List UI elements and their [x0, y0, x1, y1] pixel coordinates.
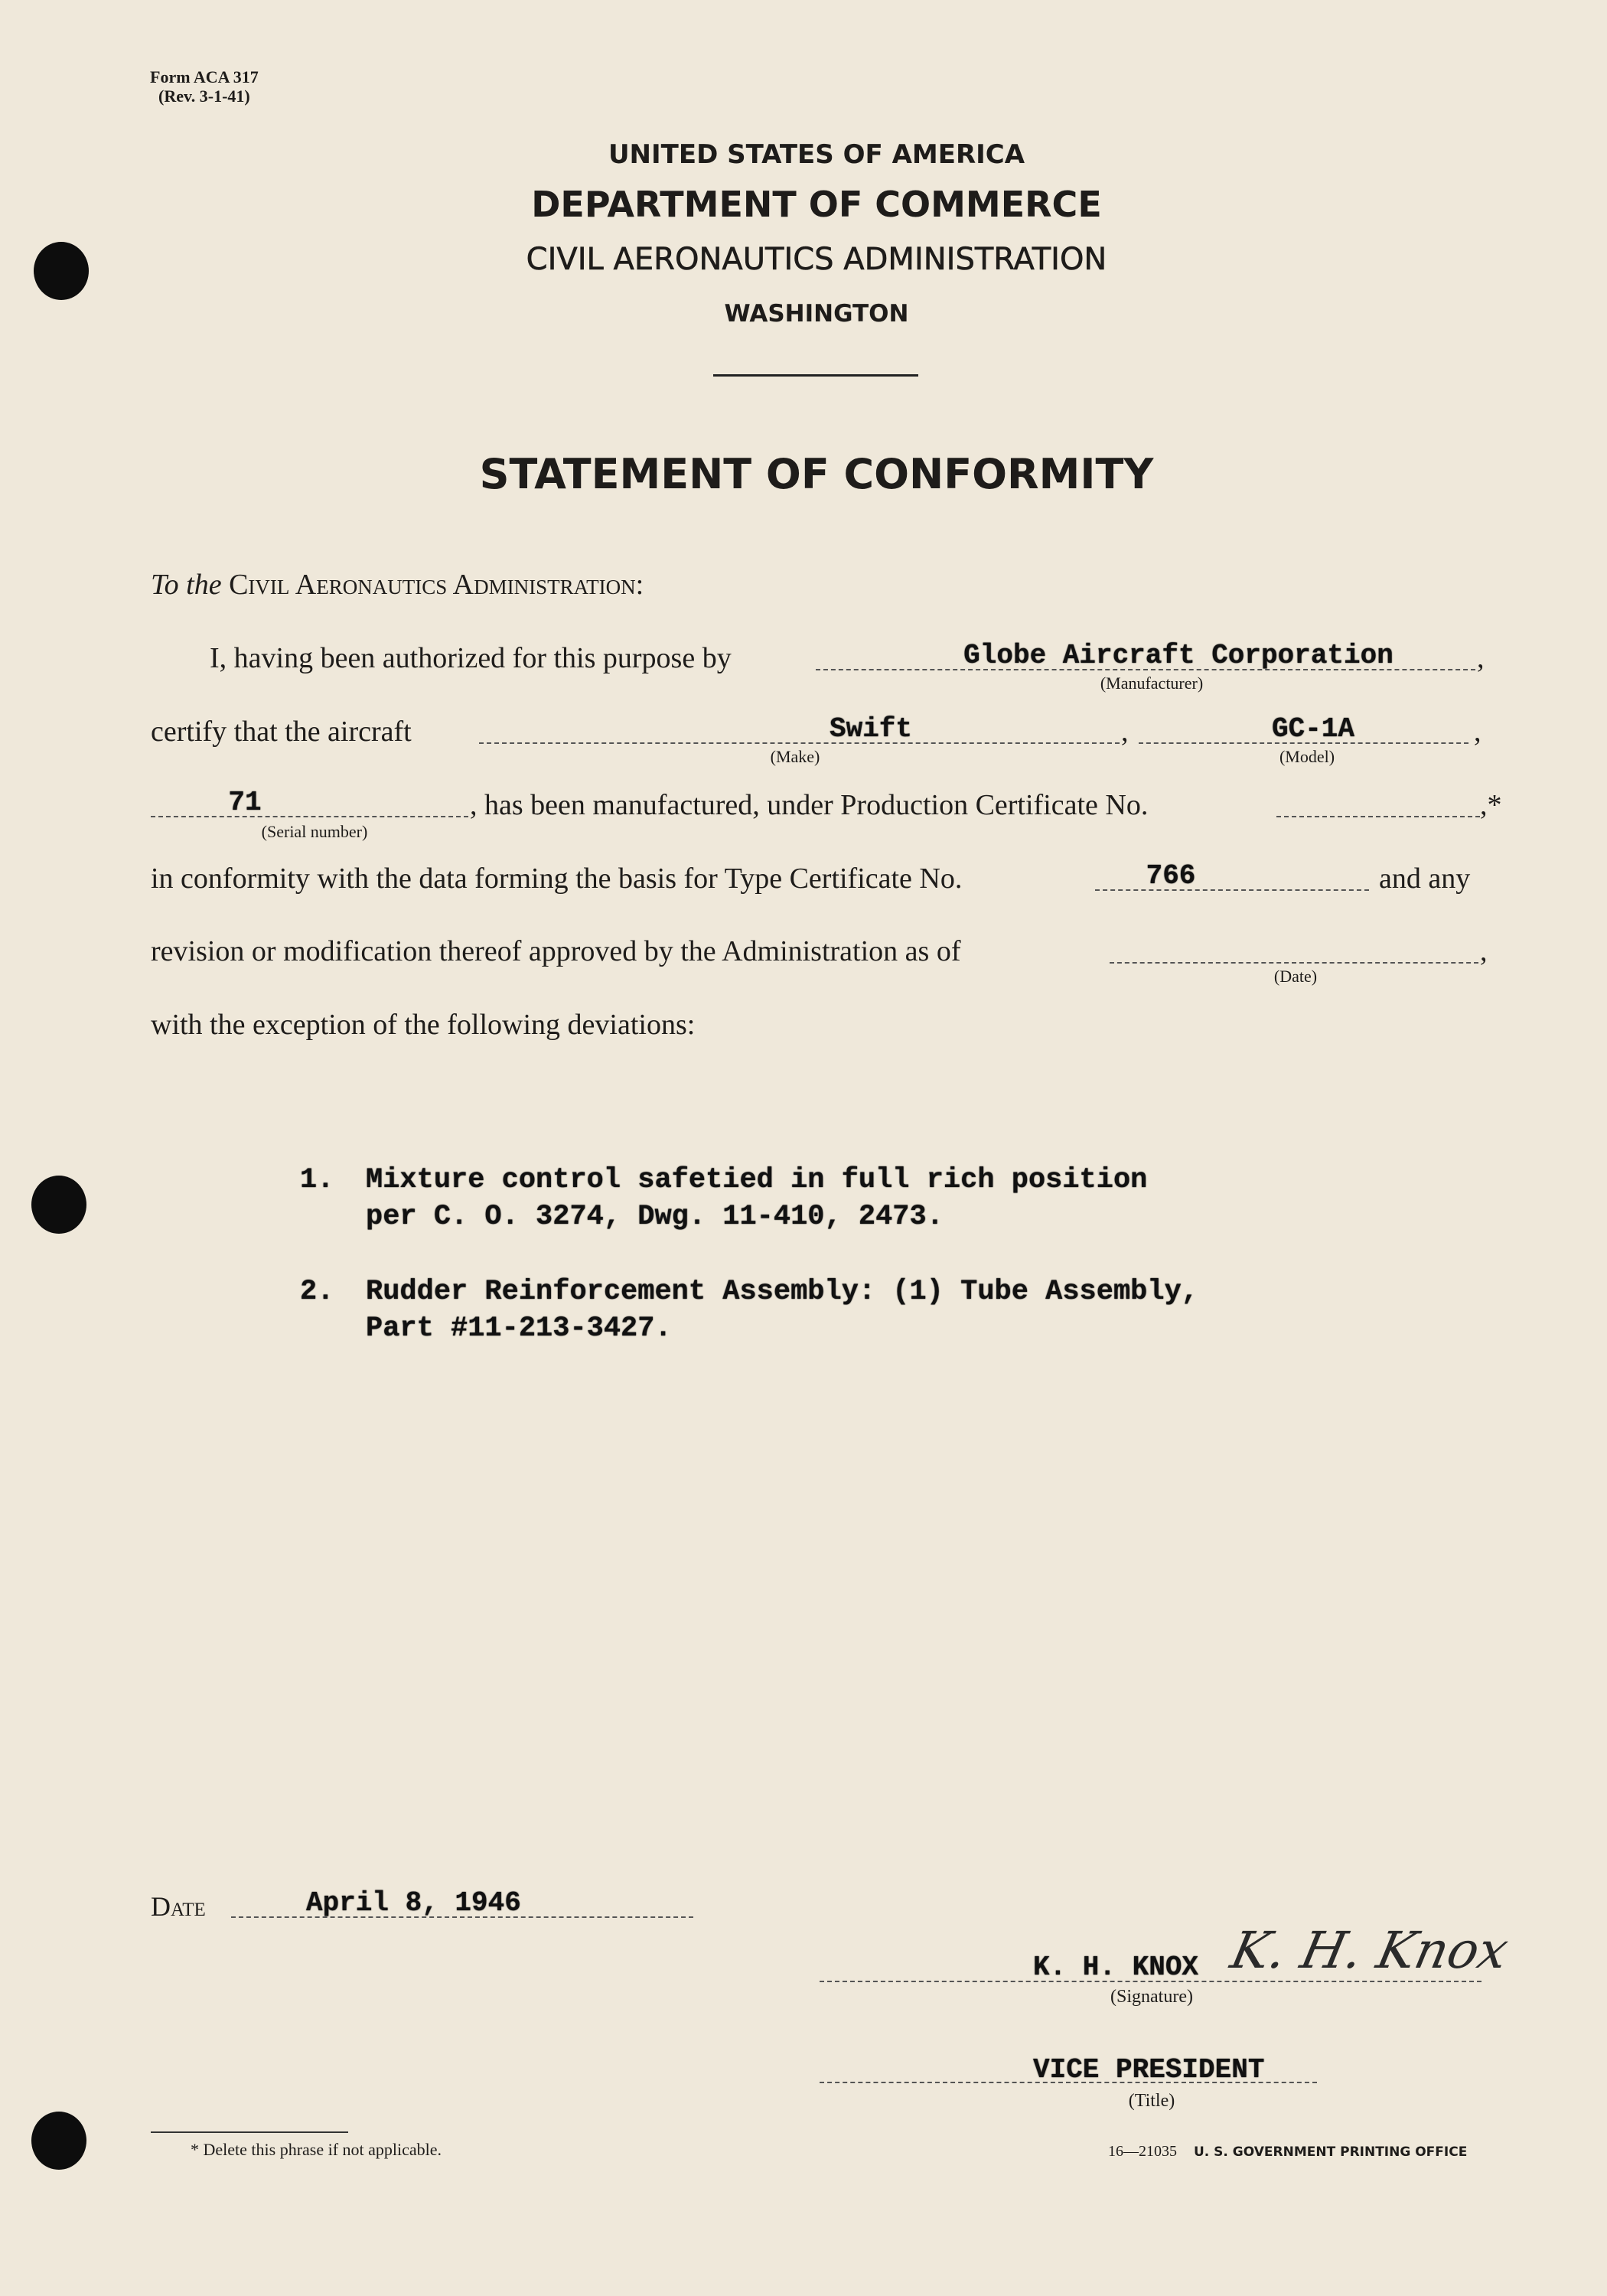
header-divider	[713, 374, 918, 377]
title-label: (Title)	[1128, 2091, 1175, 2111]
comma: ,	[1121, 716, 1129, 748]
salutation	[151, 568, 644, 602]
handwritten-signature: K. H. Knox	[1225, 1921, 1514, 1980]
deviation-text: Mixture control safetied in full rich position	[366, 1164, 1148, 1196]
printer: U. S. GOVERNMENT PRINTING OFFICE	[1194, 2144, 1468, 2160]
signature-typed: K. H. KNOX	[1033, 1952, 1199, 1983]
serial-label: (Serial number)	[261, 822, 368, 841]
manufacturer-value: Globe Aircraft Corporation	[963, 640, 1393, 671]
comma: ,	[1474, 716, 1482, 748]
header-agency: CIVIL AERONAUTICS ADMINISTRATION	[526, 242, 1107, 277]
header-department: DEPARTMENT OF COMMERCE	[531, 184, 1102, 225]
signature-label: (Signature)	[1110, 1987, 1193, 2007]
header-city: WASHINGTON	[724, 300, 909, 328]
line3-text: , has been manufactured, under Production Certificate No.	[470, 789, 1149, 821]
deviation-text: Part #11-213-3427.	[366, 1313, 672, 1345]
print-code: 16—21035	[1108, 2143, 1177, 2160]
comma: ,	[1477, 642, 1485, 674]
manufacturer-label: (Manufacturer)	[1100, 673, 1204, 693]
deviation-item	[300, 1162, 1147, 1235]
date-label: (Date)	[1273, 967, 1318, 986]
salutation-prefix: To the	[151, 569, 222, 601]
header-country: UNITED STATES OF AMERICA	[608, 139, 1025, 170]
line6-text: with the exception of the following deviations:	[151, 1009, 696, 1041]
approval-date-field	[1110, 962, 1478, 964]
line2-text: certify that the aircraft	[151, 716, 412, 748]
model-label: (Model)	[1279, 747, 1335, 766]
form-number	[150, 67, 259, 106]
line4-end: and any	[1379, 863, 1471, 895]
salutation-addressee: Civil Aeronautics Administration:	[229, 569, 644, 601]
date-caption: Date	[151, 1891, 206, 1922]
make-label: (Make)	[770, 747, 820, 766]
footnote-rule	[151, 2131, 348, 2133]
type-certificate-value: 766	[1146, 860, 1196, 892]
model-value: GC-1A	[1271, 713, 1355, 745]
serial-value: 71	[228, 787, 262, 818]
deviation-text: per C. O. 3274, Dwg. 11-410, 2473.	[366, 1201, 944, 1233]
production-certificate-field	[1276, 816, 1480, 817]
page-title: STATEMENT OF CONFORMITY	[479, 450, 1154, 498]
comma: ,	[1480, 935, 1488, 967]
deviation-number: 2.	[300, 1276, 334, 1308]
punch-hole	[31, 2112, 86, 2170]
make-field	[479, 742, 1120, 744]
footnote: * Delete this phrase if not applicable.	[191, 2140, 442, 2159]
punch-hole	[31, 1176, 86, 1234]
line4-text: in conformity with the data forming the basis for Type Certificate No.	[151, 863, 963, 895]
deviation-number: 1.	[300, 1164, 334, 1196]
line5-text: revision or modification thereof approved by the Administration as of	[151, 935, 961, 967]
make-value: Swift	[829, 713, 913, 745]
line1-text: I, having been authorized for this purpose by	[210, 642, 732, 674]
deviation-text: Rudder Reinforcement Assembly: (1) Tube Assembly,	[366, 1276, 1198, 1308]
date-value: April 8, 1946	[306, 1887, 521, 1919]
form-revision: (Rev. 3-1-41)	[158, 86, 250, 106]
serial-field	[151, 816, 468, 817]
form-id: Form ACA 317	[150, 67, 259, 86]
title-value: VICE PRESIDENT	[1033, 2054, 1265, 2086]
deviation-item	[300, 1274, 1198, 1347]
line3-end: ,*	[1480, 789, 1502, 821]
type-certificate-field	[1095, 889, 1369, 891]
